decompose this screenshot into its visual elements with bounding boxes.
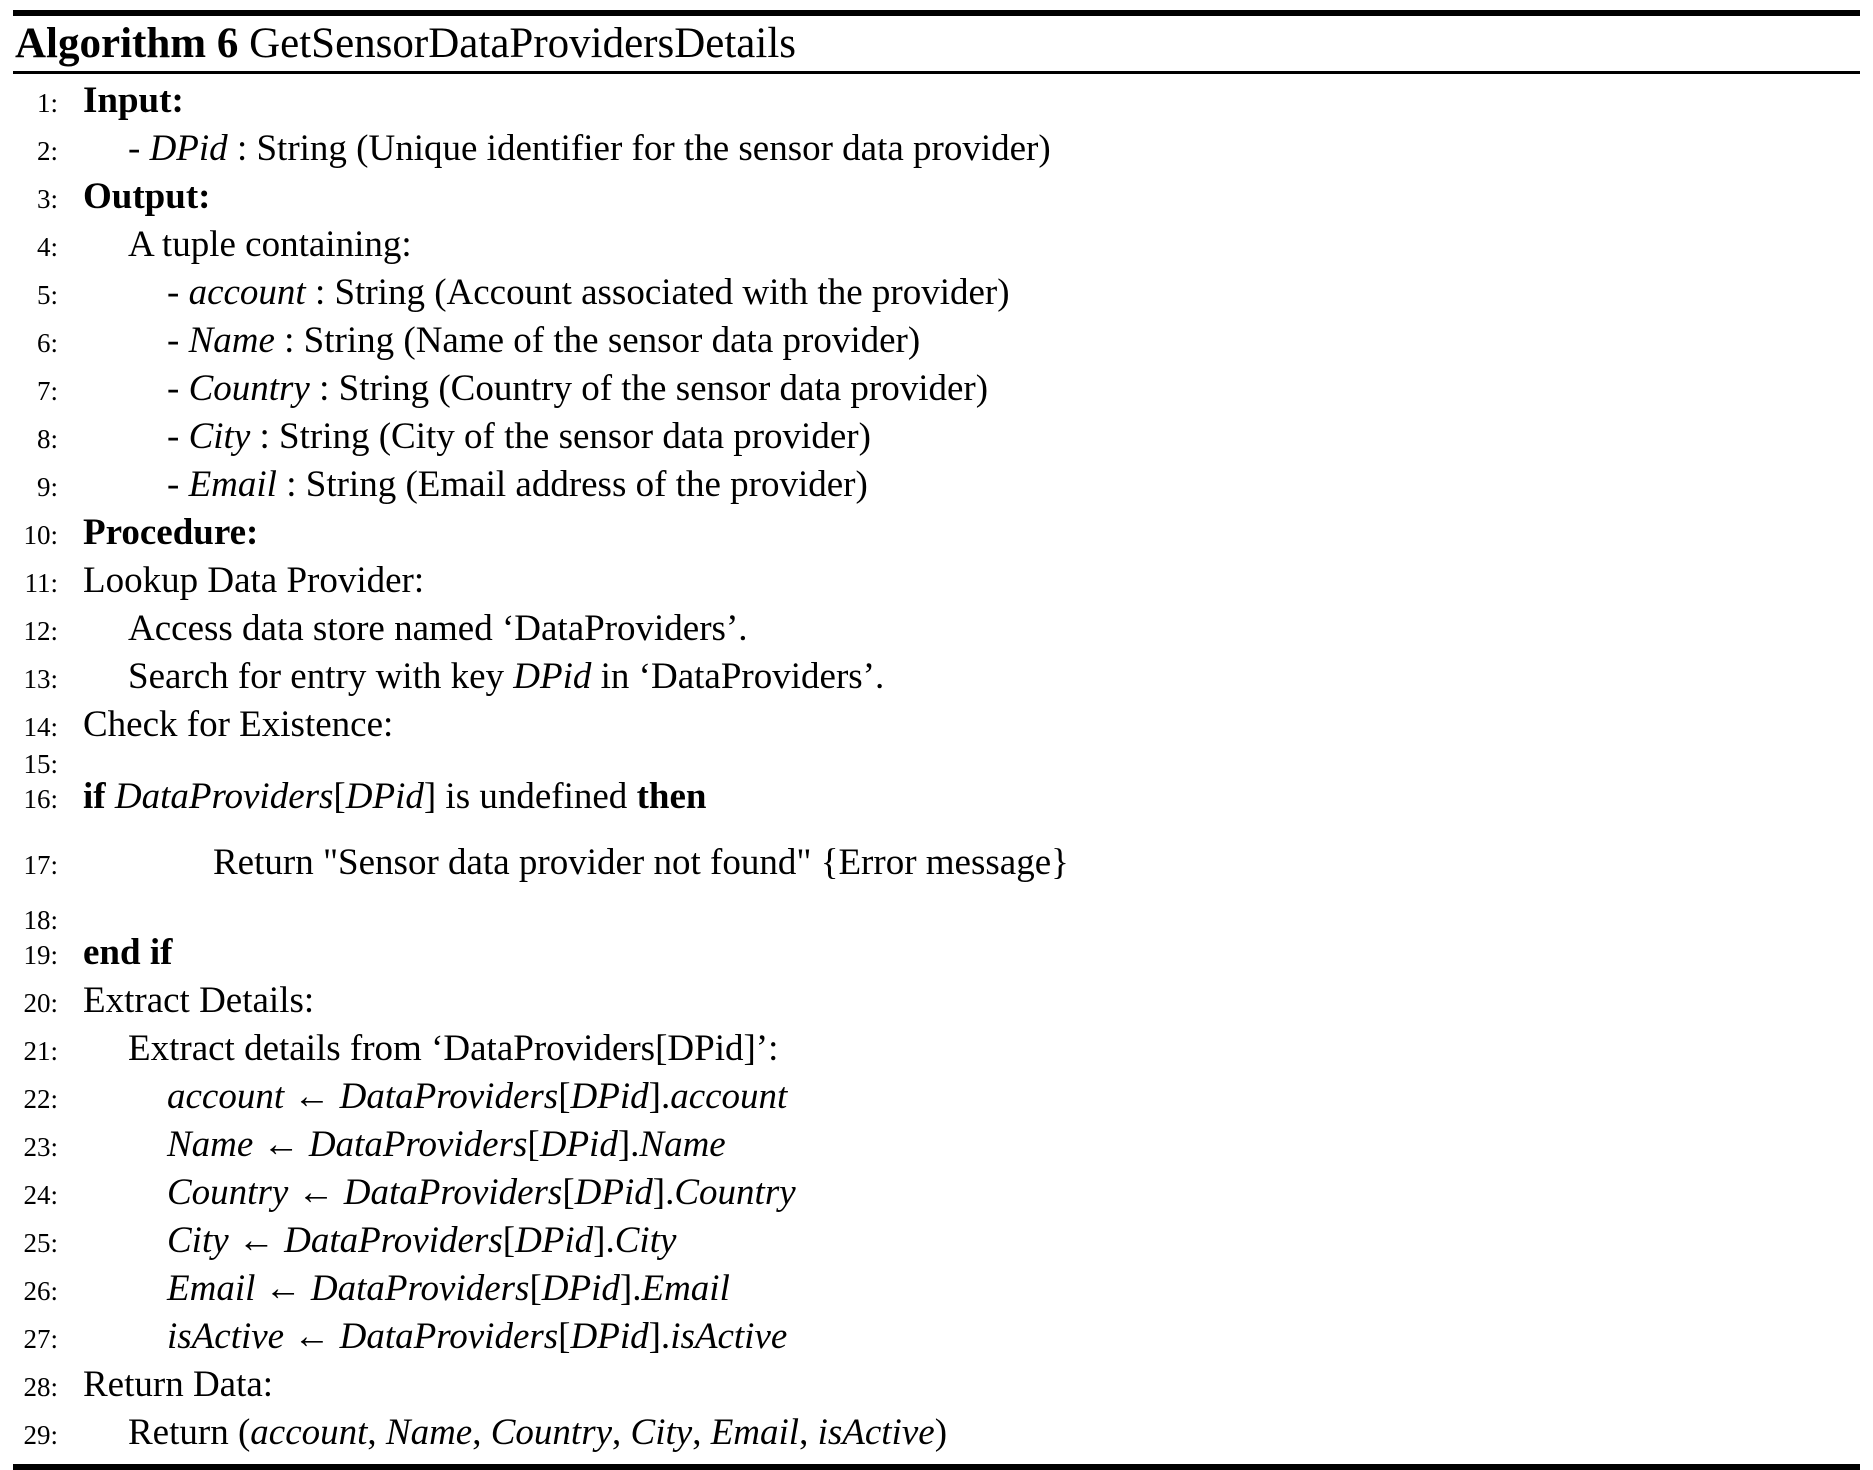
algorithm-line-6: [0, 318, 1873, 366]
line-segment: ←: [284, 1316, 340, 1357]
algorithm-line-15: [0, 749, 1873, 779]
line-segment: [: [558, 1076, 571, 1117]
algorithm-line-18: [0, 905, 1873, 935]
line-content: [58, 1026, 778, 1072]
line-segment: Check for Existence:: [83, 704, 394, 745]
line-segment: DPid: [574, 1172, 653, 1213]
line-number: 6:: [36, 328, 58, 358]
line-content: [58, 318, 920, 364]
line-segment: ].: [593, 1220, 615, 1261]
line-segment: Output:: [83, 176, 211, 217]
line-number: 21:: [23, 1036, 58, 1066]
line-segment: Lookup Data Provider:: [83, 560, 425, 601]
line-segment: Name: [639, 1124, 726, 1165]
line-segment: A tuple containing:: [128, 224, 412, 265]
line-segment: Country: [674, 1172, 796, 1213]
line-segment: Name: [385, 1412, 473, 1453]
line-segment: : String (Email address of the provider): [276, 464, 868, 505]
line-content: [58, 1218, 676, 1264]
line-number: 7:: [36, 376, 58, 406]
line-content: [58, 1362, 273, 1408]
algorithm-name: GetSensorDataProvidersDetails: [249, 20, 797, 67]
algorithm-line-22: [0, 1074, 1873, 1122]
line-segment: -: [167, 368, 189, 409]
line-segment: : String (Unique identifier for the sensor data provider): [227, 128, 1051, 169]
line-segment: ←: [284, 1076, 340, 1117]
line-segment: DataProviders: [339, 1316, 559, 1357]
line-segment: Email: [710, 1412, 800, 1453]
line-segment: [: [529, 1268, 542, 1309]
algorithm-line-8: [0, 414, 1873, 462]
line-segment: DPid: [515, 1220, 594, 1261]
line-segment: Email: [188, 464, 277, 505]
line-segment: [: [527, 1124, 540, 1165]
line-number: 23:: [23, 1132, 58, 1162]
line-segment: Email: [641, 1268, 730, 1309]
line-number: 8:: [36, 424, 58, 454]
algorithm-line-24: [0, 1170, 1873, 1218]
line-segment: [: [562, 1172, 575, 1213]
algorithm-line-1: [0, 78, 1873, 126]
line-segment: -: [167, 272, 189, 313]
line-segment: isActive: [167, 1316, 285, 1357]
line-content: [58, 222, 412, 268]
line-segment: Search for entry with key: [128, 656, 514, 697]
line-number: 12:: [23, 616, 58, 646]
line-number: 2:: [36, 136, 58, 166]
line-content: [58, 978, 314, 1024]
line-segment: ,: [472, 1412, 491, 1453]
line-segment: ].: [619, 1268, 642, 1309]
line-segment: then: [636, 776, 707, 817]
line-segment: ].: [617, 1124, 640, 1165]
line-number: 24:: [23, 1180, 58, 1210]
line-number: 11:: [24, 568, 58, 598]
line-segment: Name: [188, 320, 275, 361]
line-segment: Return (: [128, 1412, 251, 1453]
line-segment: isActive: [670, 1316, 788, 1357]
algorithm-line-10: [0, 510, 1873, 558]
line-content: [58, 558, 424, 604]
line-segment: DataProviders: [310, 1268, 530, 1309]
line-segment: ←: [253, 1124, 309, 1165]
line-segment: ].: [648, 1076, 671, 1117]
line-segment: ←: [228, 1220, 285, 1261]
line-segment: DPid: [539, 1124, 618, 1165]
algorithm-line-25: [0, 1218, 1873, 1266]
line-content: [58, 462, 868, 508]
line-number: 5:: [36, 280, 58, 310]
line-content: [58, 270, 1010, 316]
line-segment: [: [333, 776, 346, 817]
line-number: 1:: [36, 88, 58, 118]
line-segment: Country: [188, 368, 310, 409]
line-number: 19:: [23, 940, 58, 970]
line-segment: Return Data:: [83, 1364, 274, 1405]
line-segment: DPid: [149, 128, 228, 169]
algorithm-line-23: [0, 1122, 1873, 1170]
line-segment: account: [188, 272, 306, 313]
line-segment: DataProviders: [114, 776, 334, 817]
line-segment: DataProviders: [308, 1124, 528, 1165]
line-number: 25:: [23, 1228, 58, 1258]
algorithm-line-7: [0, 366, 1873, 414]
line-segment: DPid: [570, 1076, 649, 1117]
line-number: 10:: [23, 520, 58, 550]
line-segment: -: [167, 464, 189, 505]
line-segment: City: [188, 416, 251, 457]
line-segment: account: [670, 1076, 788, 1117]
algorithm-line-17: [0, 840, 1873, 888]
line-content: [58, 1410, 947, 1456]
algorithm-line-5: [0, 270, 1873, 318]
line-segment: account: [167, 1076, 285, 1117]
algorithm-line-26: [0, 1266, 1873, 1314]
line-segment: isActive: [817, 1412, 935, 1453]
line-segment: DPid: [541, 1268, 620, 1309]
line-content: [58, 606, 748, 652]
algorithm-line-12: [0, 606, 1873, 654]
line-content: [58, 510, 258, 556]
line-content: [58, 774, 706, 820]
line-segment: DataProviders: [339, 1076, 559, 1117]
line-segment: account: [250, 1412, 368, 1453]
line-content: [58, 1170, 796, 1216]
line-segment: ): [934, 1412, 948, 1453]
line-number: 27:: [23, 1324, 58, 1354]
algorithm-line-4: [0, 222, 1873, 270]
line-segment: : String (City of the sensor data provider): [250, 416, 871, 457]
line-segment: Return "Sensor data provider not found" {Error message}: [213, 842, 1069, 883]
line-segment: ,: [367, 1412, 386, 1453]
algorithm-label: Algorithm 6: [15, 20, 239, 67]
line-content: [58, 414, 871, 460]
algorithm-title: [13, 16, 1860, 71]
line-segment: -: [128, 128, 150, 169]
line-segment: Access data store named ‘DataProviders’.: [128, 608, 748, 649]
algorithm-body: [0, 74, 1873, 1458]
algorithm-line-2: [0, 126, 1873, 174]
line-segment: -: [167, 416, 189, 457]
algorithm-line-28: [0, 1362, 1873, 1410]
line-number: 14:: [23, 712, 58, 742]
line-number: 20:: [23, 988, 58, 1018]
line-segment: Input:: [83, 80, 184, 121]
line-segment: DataProviders: [343, 1172, 563, 1213]
algorithm-line-21: [0, 1026, 1873, 1074]
algorithm-line-16: [0, 774, 1873, 822]
line-segment: ←: [255, 1268, 311, 1309]
line-segment: ,: [799, 1412, 818, 1453]
line-segment: DataProviders: [284, 1220, 503, 1261]
line-segment: end if: [83, 932, 173, 973]
line-number: 26:: [23, 1276, 58, 1306]
line-number: 17:: [23, 850, 58, 880]
line-content: [58, 930, 172, 976]
line-number: 16:: [23, 784, 58, 814]
line-segment: [: [502, 1220, 516, 1261]
line-segment: Country: [490, 1412, 613, 1453]
line-segment: ←: [288, 1172, 344, 1213]
algorithm-line-29: [0, 1410, 1873, 1458]
line-content: [58, 1314, 787, 1360]
line-segment: Extract details from ‘DataProviders[DPid]’:: [128, 1028, 779, 1069]
line-number: 13:: [23, 664, 58, 694]
line-content: [58, 1266, 730, 1312]
line-number: 22:: [23, 1084, 58, 1114]
line-number: 28:: [23, 1372, 58, 1402]
line-segment: DPid: [513, 656, 592, 697]
line-segment: DPid: [570, 1316, 649, 1357]
algorithm-line-9: [0, 462, 1873, 510]
line-segment: -: [167, 320, 189, 361]
line-number: 15:: [23, 749, 58, 779]
algorithm-line-27: [0, 1314, 1873, 1362]
algorithm-line-19: [0, 930, 1873, 978]
line-content: [58, 126, 1051, 172]
line-segment: ,: [692, 1412, 711, 1453]
line-content: [58, 654, 884, 700]
line-content: [58, 78, 184, 124]
line-segment: ].: [652, 1172, 675, 1213]
line-segment: Procedure:: [83, 512, 259, 553]
line-segment: DPid: [345, 776, 424, 817]
line-content: [58, 840, 1069, 886]
line-number: 18:: [23, 905, 58, 935]
algorithm-line-11: [0, 558, 1873, 606]
line-segment: : String (Account associated with the provider): [305, 272, 1010, 313]
line-segment: ,: [612, 1412, 631, 1453]
line-number: 29:: [23, 1420, 58, 1450]
line-segment: Country: [167, 1172, 289, 1213]
line-segment: ].: [648, 1316, 671, 1357]
line-segment: [: [558, 1316, 571, 1357]
title-spacer: [238, 20, 249, 67]
line-segment: City: [167, 1220, 229, 1261]
line-number: 3:: [36, 184, 58, 214]
line-content: [58, 174, 210, 220]
line-segment: in ‘DataProviders’.: [591, 656, 885, 697]
line-segment: Extract Details:: [83, 980, 315, 1021]
line-content: [58, 1122, 726, 1168]
line-segment: : String (Name of the sensor data provider): [274, 320, 921, 361]
algorithm-line-14: [0, 702, 1873, 750]
line-segment: ] is undefined: [423, 776, 637, 817]
line-content: [58, 366, 988, 412]
line-segment: if: [83, 776, 115, 817]
line-segment: : String (Country of the sensor data provider): [309, 368, 989, 409]
algorithm-line-13: [0, 654, 1873, 702]
line-content: [58, 1074, 787, 1120]
algorithm-line-3: [0, 174, 1873, 222]
algorithm-line-20: [0, 978, 1873, 1026]
line-content: [58, 702, 393, 748]
line-segment: City: [630, 1412, 693, 1453]
line-segment: Name: [167, 1124, 254, 1165]
line-segment: Email: [167, 1268, 256, 1309]
line-number: 9:: [36, 472, 58, 502]
line-segment: City: [614, 1220, 677, 1261]
bottom-rule: [13, 1464, 1860, 1470]
line-number: 4:: [36, 232, 58, 262]
